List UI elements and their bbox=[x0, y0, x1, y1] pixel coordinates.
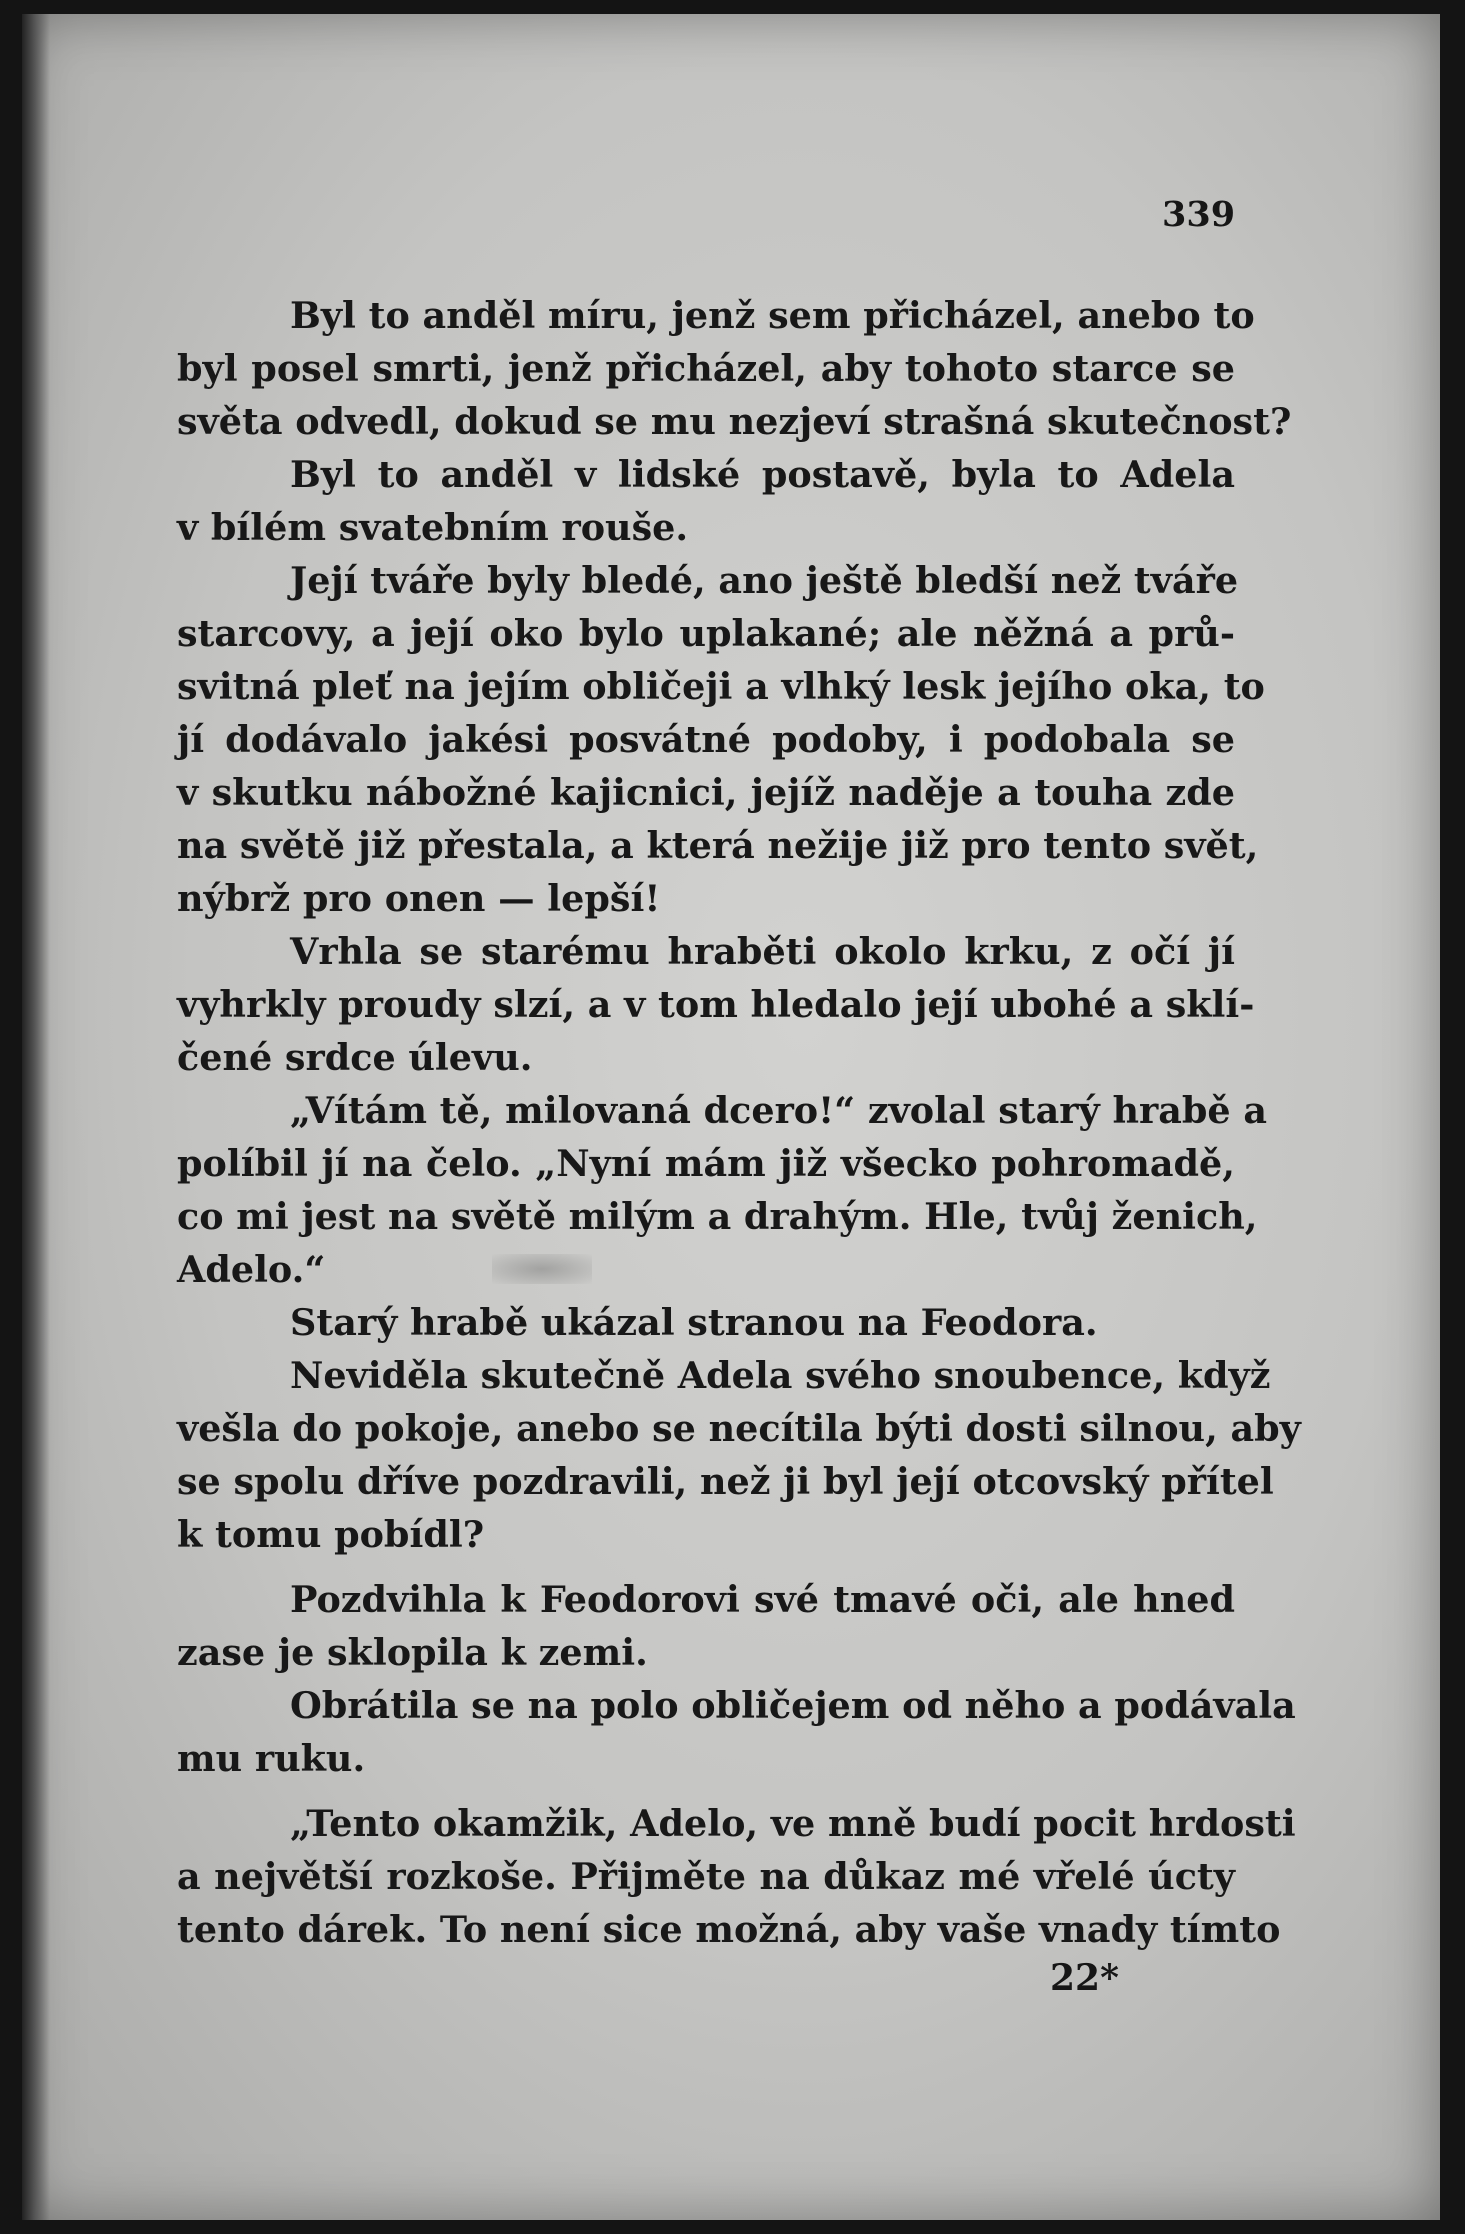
paragraph-9 bbox=[177, 1679, 1296, 1785]
paragraph-6 bbox=[177, 1296, 1235, 1349]
text-line: světa odvedl, dokud se mu nezjeví strašná skutečnost? bbox=[177, 400, 1292, 443]
text-line: mu ruku. bbox=[177, 1737, 366, 1780]
text-line: a největší rozkoše. Přijměte na důkaz mé vřelé úcty bbox=[177, 1855, 1235, 1898]
text-line: Obrátila se na polo obličejem od něho a podávala bbox=[290, 1684, 1296, 1727]
text-line: co mi jest na světě milým a drahým. Hle, tvůj ženich, bbox=[177, 1195, 1258, 1238]
text-line: Starý hrabě ukázal stranou na Feodora. bbox=[290, 1301, 1098, 1344]
text-line: Byl to anděl v lidské postavě, byla to Adela bbox=[290, 453, 1235, 496]
text-line: Byl to anděl míru, jenž sem přicházel, anebo to bbox=[290, 294, 1255, 337]
body-text bbox=[177, 289, 1301, 1956]
text-line: v skutku nábožné kajicnici, jejíž naděje a touha zde bbox=[177, 771, 1235, 814]
text-line: k tomu pobídl? bbox=[177, 1513, 485, 1556]
spine-shadow bbox=[22, 14, 50, 2220]
text-line: starcovy, a její oko bylo uplakané; ale něžná a prů- bbox=[177, 612, 1235, 655]
paragraph-3 bbox=[177, 554, 1265, 925]
signature-mark: 22* bbox=[1050, 1957, 1119, 1999]
paragraph-8 bbox=[177, 1573, 1235, 1679]
text-line: se spolu dříve pozdravili, než ji byl její otcovský přítel bbox=[177, 1460, 1274, 1503]
page-number: 339 bbox=[1162, 194, 1236, 235]
paragraph-2 bbox=[177, 448, 1235, 554]
text-line: Její tváře byly bledé, ano ještě bledší než tváře bbox=[290, 559, 1239, 602]
paragraph-1 bbox=[177, 289, 1292, 448]
text-line: čené srdce úlevu. bbox=[177, 1036, 533, 1079]
text-line: na světě již přestala, a která nežije již pro tento svět, bbox=[177, 824, 1259, 867]
text-line: Pozdvihla k Feodorovi své tmavé oči, ale hned bbox=[290, 1578, 1235, 1621]
text-line: vyhrkly proudy slzí, a v tom hledalo její ubohé a sklí- bbox=[177, 983, 1255, 1026]
paragraph-10 bbox=[177, 1797, 1296, 1956]
book-page bbox=[22, 14, 1440, 2220]
text-line: Neviděla skutečně Adela svého snoubence, když bbox=[290, 1354, 1271, 1397]
paragraph-7 bbox=[177, 1349, 1301, 1561]
text-line: „Vítám tě, milovaná dcero!“ zvolal starý hrabě a bbox=[290, 1089, 1267, 1132]
text-line: Adelo.“ bbox=[177, 1248, 326, 1291]
text-line: políbil jí na čelo. „Nyní mám již všecko pohromadě, bbox=[177, 1142, 1235, 1185]
paragraph-5 bbox=[177, 1084, 1267, 1296]
text-line: byl posel smrti, jenž přicházel, aby tohoto starce se bbox=[177, 347, 1235, 390]
paragraph-4 bbox=[177, 925, 1255, 1084]
text-line: zase je sklopila k zemi. bbox=[177, 1631, 648, 1674]
text-line: v bílém svatebním rouše. bbox=[177, 506, 689, 549]
text-line: vešla do pokoje, anebo se necítila býti dosti silnou, aby bbox=[177, 1407, 1301, 1450]
text-line: jí dodávalo jakési posvátné podoby, i podobala se bbox=[177, 718, 1235, 761]
text-line: Vrhla se starému hraběti okolo krku, z očí jí bbox=[290, 930, 1235, 973]
text-line: nýbrž pro onen — lepší! bbox=[177, 877, 661, 920]
text-line: „Tento okamžik, Adelo, ve mně budí pocit hrdosti bbox=[290, 1802, 1296, 1845]
text-line: tento dárek. To není sice možná, aby vaše vnady tímto bbox=[177, 1908, 1281, 1951]
text-line: svitná pleť na jejím obličeji a vlhký lesk jejího oka, to bbox=[177, 665, 1265, 708]
